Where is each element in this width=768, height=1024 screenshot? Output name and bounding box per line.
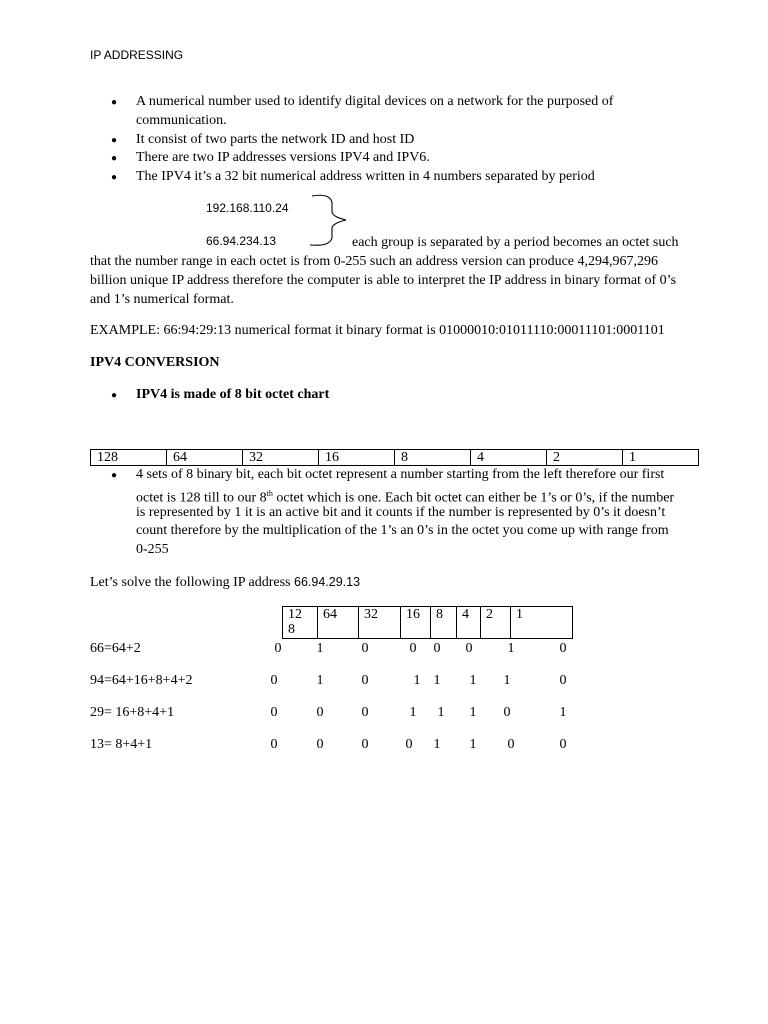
bit-value: 0 (559, 673, 567, 688)
bit-value: 0 (465, 641, 473, 656)
paragraph-line: and 1’s numerical format. (90, 292, 234, 307)
octet-cell: 16 (319, 450, 395, 466)
bit-value: 0 (361, 673, 369, 688)
octet-chart-table (90, 449, 699, 466)
octet-cell: 8 (395, 450, 471, 466)
bullet-dot: ● (111, 135, 118, 146)
table-row (283, 607, 573, 639)
bullet-text: communication. (136, 113, 227, 128)
octet-cell: 4 (471, 450, 547, 466)
bit-value: 0 (361, 641, 369, 656)
octet-cell: 8 (431, 607, 457, 639)
bit-value: 0 (274, 641, 282, 656)
bit-value: 0 (559, 641, 567, 656)
bit-value: 0 (270, 705, 278, 720)
bit-value: 1 (316, 641, 324, 656)
solve-intro: Let’s solve the following IP address 66.94.29.13 (90, 575, 361, 590)
octet-cell: 16 (401, 607, 431, 639)
example-ip-1: 192.168.110.24 (206, 201, 289, 215)
bit-value: 0 (316, 737, 324, 752)
bullet-dot: ● (111, 97, 118, 108)
bullet-text: 4 sets of 8 binary bit, each bit octet represent a number starting from the left therefore our first (136, 467, 665, 482)
bullet-dot: ● (111, 172, 118, 183)
bit-value: 1 (559, 705, 567, 720)
bullet-text: The IPV4 it’s a 32 bit numerical address written in 4 numbers separated by period (136, 169, 595, 184)
bullet-dot: ● (111, 153, 118, 164)
octet-cell: 2 (481, 607, 511, 639)
bit-value: 1 (409, 705, 417, 720)
section-heading: IPV4 CONVERSION (90, 355, 220, 370)
bit-value: 0 (503, 705, 511, 720)
bullet-text: It consist of two parts the network ID and host ID (136, 132, 415, 147)
bit-value: 1 (469, 705, 477, 720)
bit-value: 0 (433, 641, 441, 656)
octet-cell: 32 (243, 450, 319, 466)
octet-cell: 1 (623, 450, 699, 466)
octet-cell: 2 (547, 450, 623, 466)
bit-value: 0 (270, 737, 278, 752)
bullet-text: A numerical number used to identify digital devices on a network for the purposed of (136, 94, 614, 109)
bit-value: 0 (559, 737, 567, 752)
bit-value: 1 (503, 673, 511, 688)
example-ip-2: 66.94.234.13 (206, 234, 277, 248)
octet-cell: 4 (457, 607, 481, 639)
octet-cell: 12 8 (283, 607, 318, 639)
row-label: 29= 16+8+4+1 (90, 705, 175, 720)
octet-cell: 1 (511, 607, 573, 639)
octet-cell: 64 (318, 607, 359, 639)
bit-value: 0 (507, 737, 515, 752)
bullet-text: There are two IP addresses versions IPV4 and IPV6. (136, 150, 430, 165)
page-title: IP ADDRESSING (90, 48, 184, 62)
octet-chart-table-2 (282, 606, 573, 639)
bit-value: 1 (437, 705, 445, 720)
paragraph-line: billion unique IP address therefore the computer is able to interpret the IP address in binary format of 0’s (90, 273, 677, 288)
octet-cell: 64 (167, 450, 243, 466)
bit-value: 1 (469, 737, 477, 752)
bit-value: 0 (361, 705, 369, 720)
bullet-dot: ● (111, 470, 118, 481)
example-line: EXAMPLE: 66:94:29:13 numerical format it binary format is 01000010:01011110:00011101:0001101 (90, 323, 665, 338)
bullet-text: octet is 128 till to our 8th octet which is one. Each bit octet can either be 1’s or 0’s, if the number (136, 489, 675, 506)
row-label: 66=64+2 (90, 641, 141, 656)
bit-value: 0 (270, 673, 278, 688)
octet-cell: 128 (91, 450, 167, 466)
bullet-text: 0-255 (136, 542, 169, 557)
octet-cell: 32 (359, 607, 401, 639)
bit-value: 1 (316, 673, 324, 688)
bit-value: 0 (405, 737, 413, 752)
bullet-octet-chart: IPV4 is made of 8 bit octet chart (136, 387, 330, 402)
bullet-dot: ● (111, 390, 118, 401)
row-label: 94=64+16+8+4+2 (90, 673, 193, 688)
table-row (91, 450, 699, 466)
row-label: 13= 8+4+1 (90, 737, 153, 752)
brace-icon (306, 192, 354, 248)
bullet-text: count therefore by the multiplication of the 1’s an 0’s in the octet you come up with range from (136, 523, 669, 538)
bit-value: 1 (469, 673, 477, 688)
bit-value: 1 (433, 737, 441, 752)
bit-value: 1 (413, 673, 421, 688)
bullet-text: is represented by 1 it is an active bit and it counts if the number is represented by 0’s it doesn’t (136, 505, 666, 520)
bit-value: 1 (507, 641, 515, 656)
bit-value: 0 (409, 641, 417, 656)
paragraph-line: that the number range in each octet is from 0-255 such an address version can produce 4,294,967,296 (90, 254, 658, 269)
bit-value: 1 (433, 673, 441, 688)
bit-value: 0 (316, 705, 324, 720)
paragraph-line: each group is separated by a period becomes an octet such (352, 235, 679, 250)
bit-value: 0 (361, 737, 369, 752)
